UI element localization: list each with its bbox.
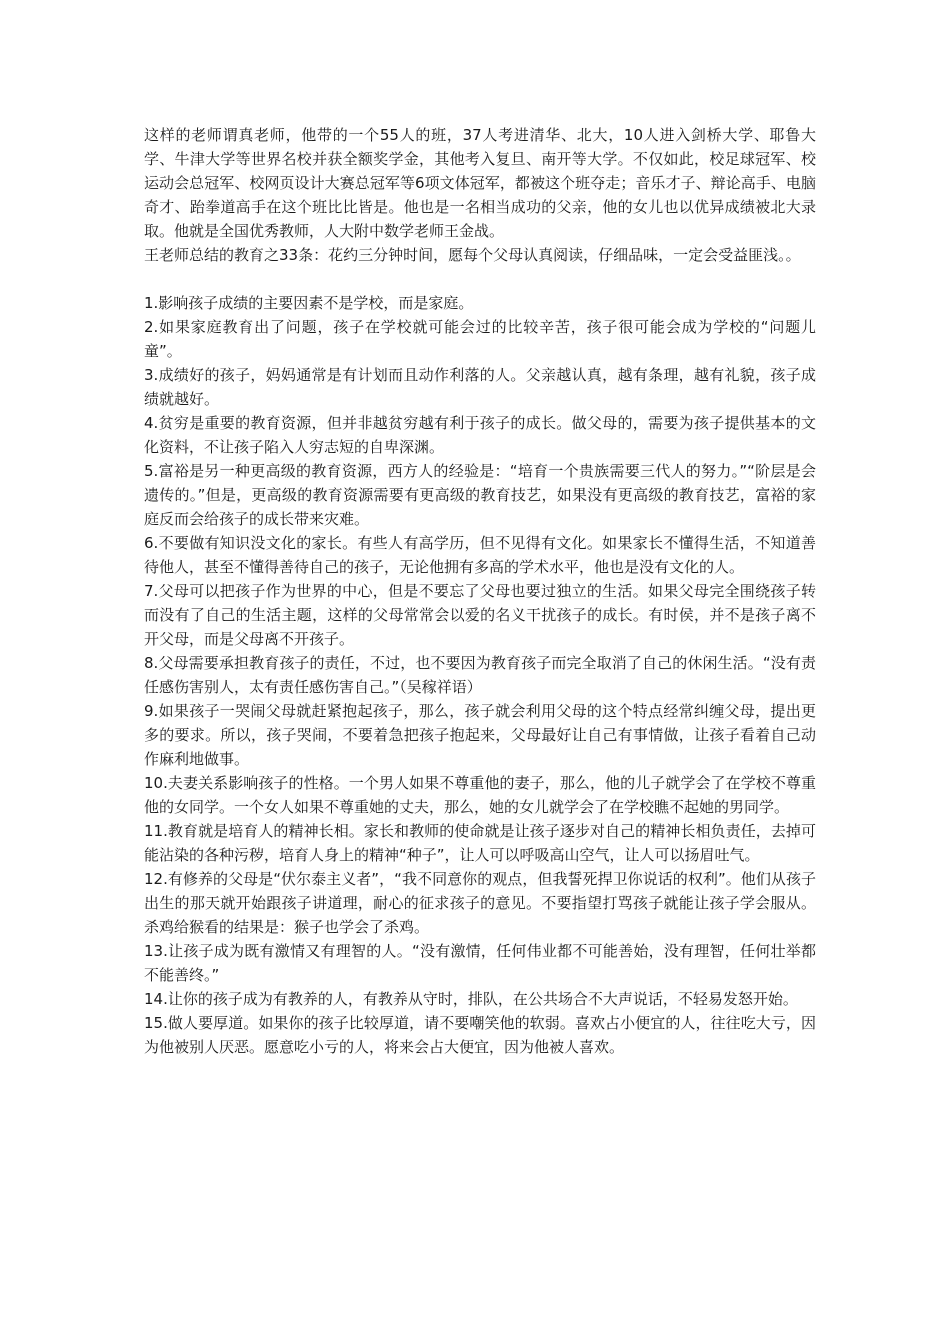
list-item-8: 8.父母需要承担教育孩子的责任，不过，也不要因为教育孩子而完全取消了自己的休闲生活。“没有责任感伤害别人，太有责任感伤害自己。”（吴稼祥语）: [144, 654, 816, 696]
list-item-7: 7.父母可以把孩子作为世界的中心，但是不要忘了父母也要过独立的生活。如果父母完全围绕孩子转而没有了自己的生活主题，这样的父母常常会以爱的名义干扰孩子的成长。有时侯，并不是孩子离不开父母，而是父母离不开孩子。: [144, 582, 816, 648]
list-item-11: 11.教育就是培育人的精神长相。家长和教师的使命就是让孩子逐步对自己的精神长相负责任，去掉可能沾染的各种污秽，培育人身上的精神“种子”，让人可以呼吸高山空气，让人可以扬眉吐气。: [144, 822, 816, 864]
list-item-1: 1.影响孩子成绩的主要因素不是学校，而是家庭。: [144, 294, 474, 312]
document-body: [144, 123, 816, 1059]
list-item-13: 13.让孩子成为既有激情又有理智的人。“没有激情，任何伟业都不可能善始，没有理智，任何壮举都不能善终。”: [144, 942, 816, 984]
list-item-3: 3.成绩好的孩子，妈妈通常是有计划而且动作利落的人。父亲越认真，越有条理，越有礼貌，孩子成绩就越好。: [144, 366, 816, 408]
intro-summary: 王老师总结的教育之33条：花约三分钟时间，愿每个父母认真阅读，仔细品味，一定会受益匪浅。。: [144, 246, 801, 264]
intro-paragraph: 这样的老师谓真老师，他带的一个55人的班，37人考进清华、北大，10人进入剑桥大学、耶鲁大学、牛津大学等世界名校并获全额奖学金，其他考入复旦、南开等大学。不仅如此，校足球冠军、校运动会总冠军、校网页设计大赛总冠军等6项文体冠军，都被这个班夺走；音乐才子、辩论高手、电脑奇才、跆拳道高手在这个班比比皆是。他也是一名相当成功的父亲，他的女儿也以优异成绩被北大录取。他就是全国优秀教师，人大附中数学老师王金战。: [144, 126, 816, 240]
list-item-12: 12.有修养的父母是“伏尔泰主义者”，“我不同意你的观点，但我誓死捍卫你说话的权利”。他们从孩子出生的那天就开始跟孩子讲道理，耐心的征求孩子的意见。不要指望打骂孩子就能让孩子学会服从。杀鸡给猴看的结果是：猴子也学会了杀鸡。: [144, 870, 816, 936]
list-item-15: 15.做人要厚道。如果你的孩子比较厚道，请不要嘲笑他的软弱。喜欢占小便宜的人，往往吃大亏，因为他被别人厌恶。愿意吃小亏的人，将来会占大便宜，因为他被人喜欢。: [144, 1014, 816, 1056]
paragraph-gap: [144, 267, 816, 291]
list-item-10: 10.夫妻关系影响孩子的性格。一个男人如果不尊重他的妻子，那么，他的儿子就学会了在学校不尊重他的女同学。一个女人如果不尊重她的丈夫，那么，她的女儿就学会了在学校瞧不起她的男同学。: [144, 774, 816, 816]
list-item-2: 2.如果家庭教育出了问题，孩子在学校就可能会过的比较辛苦，孩子很可能会成为学校的“问题儿童”。: [144, 318, 816, 360]
list-item-5: 5.富裕是另一种更高级的教育资源，西方人的经验是：“培育一个贵族需要三代人的努力。”“阶层是会遗传的。”但是，更高级的教育资源需要有更高级的教育技艺，如果没有更高级的教育技艺，富裕的家庭反而会给孩子的成长带来灾难。: [144, 462, 816, 528]
list-item-4: 4.贫穷是重要的教育资源，但并非越贫穷越有利于孩子的成长。做父母的，需要为孩子提供基本的文化资料，不让孩子陷入人穷志短的自卑深渊。: [144, 414, 816, 456]
list-item-6: 6.不要做有知识没文化的家长。有些人有高学历，但不见得有文化。如果家长不懂得生活，不知道善待他人，甚至不懂得善待自己的孩子，无论他拥有多高的学术水平，他也是没有文化的人。: [144, 534, 816, 576]
list-item-9: 9.如果孩子一哭闹父母就赶紧抱起孩子，那么，孩子就会利用父母的这个特点经常纠缠父母，提出更多的要求。所以，孩子哭闹，不要着急把孩子抱起来，父母最好让自己有事情做，让孩子看着自己动作麻利地做事。: [144, 702, 816, 768]
list-item-14: 14.让你的孩子成为有教养的人，有教养从守时，排队，在公共场合不大声说话，不轻易发怒开始。: [144, 990, 798, 1008]
